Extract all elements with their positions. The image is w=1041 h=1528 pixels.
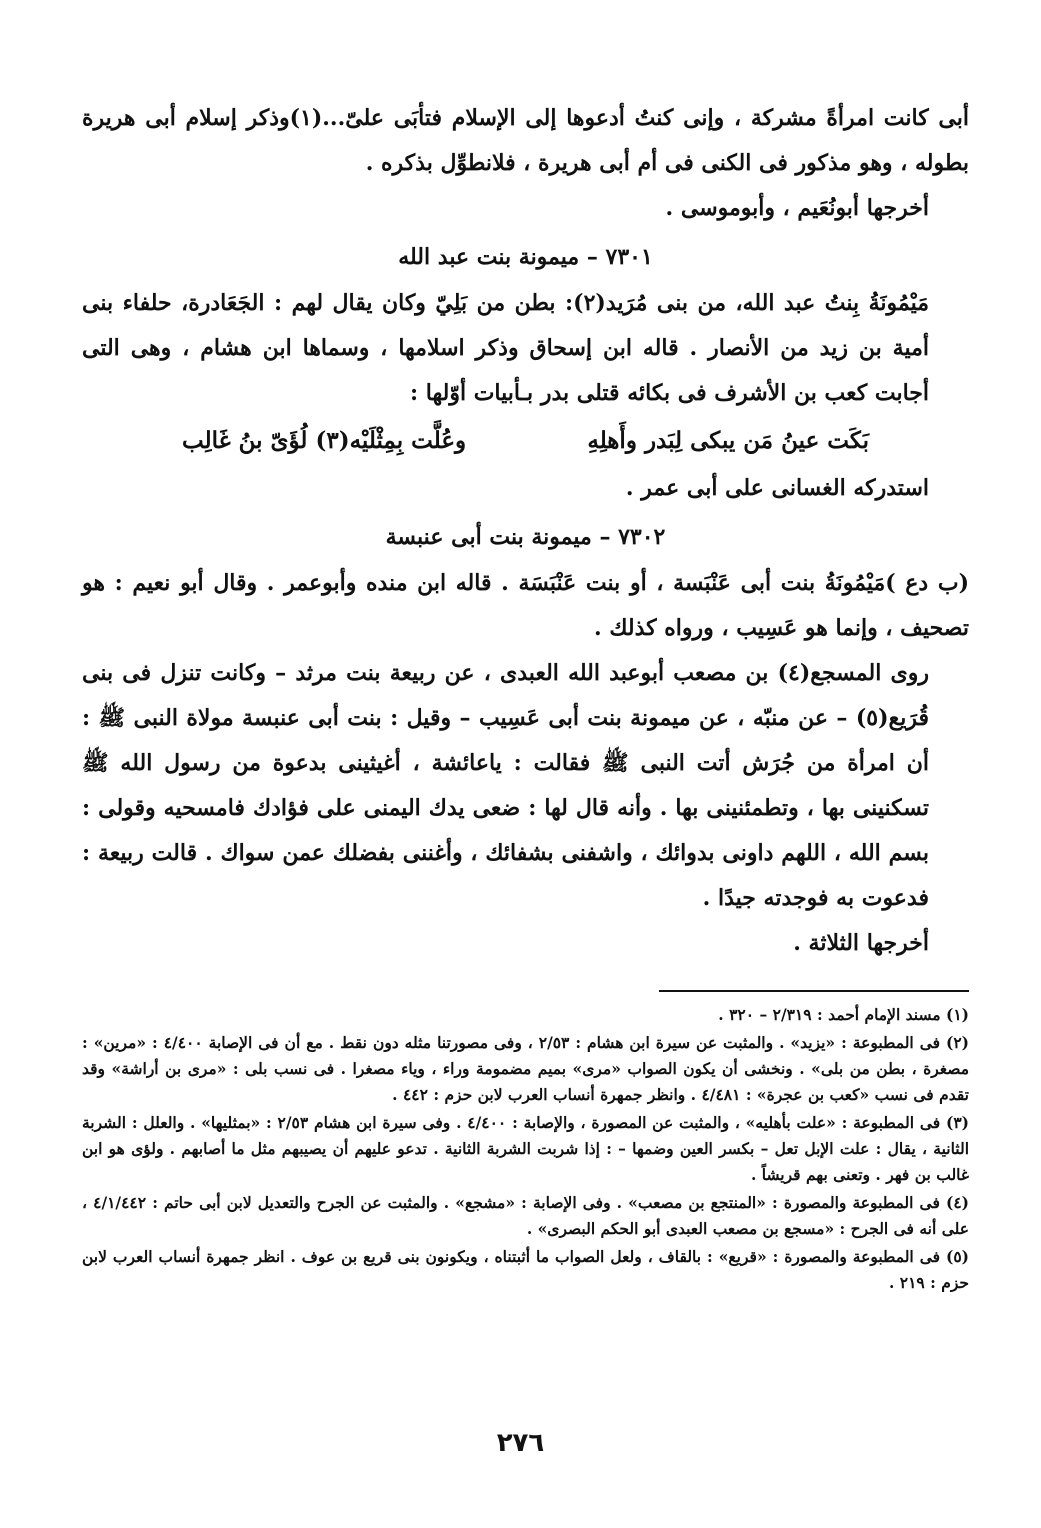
entry-7302-paragraph-2: روى المسجع(٤) بن مصعب أبوعبد الله العبدى ، عن ربيعة بنت مرثد – وكانت تنزل فى بنى قُرَيع(٥) – عن منبّه ، عن ميمونة بنت أبى عَسِيب – وقيل : بنت أبى عنبسة مولاة النبى ﷺ : أن امرأة من جُرَش أتت النبى ﷺ فقالت : ياعائشة ، أغيثينى بدعوة من رسول الله ﷺ تسكنينى بها ، وتطمئنينى بها . وأنه قال لها : ضعى يدك اليمنى على فؤادك فامسحيه وقولى : بسم الله ، اللهم داونى بدوائك ، واشفنى بشفائك ، وأغننى بفضلك عمن سواك . قالت ربيعة : فدعوت به فوجدته جيدًا . xyxy=(82,660,930,911)
entry-heading-7302: ٧٣٠٢ – ميمونة بنت أبى عنبسة xyxy=(385,524,666,550)
entry-7302-paragraph-1: (ب دع )مَيْمُونَةُ بنت أبى عَنْبَسة ، أو بنت عَنْبَسَة . قاله ابن منده وأبوعمر . وقال أبو نعيم : هو تصحيف ، وإنما هو عَسِيب ، ورواه كذلك . xyxy=(82,570,969,641)
footnote-1: (١) مسند الإمام أحمد : ٢/٣١٩ – ٣٢٠ . xyxy=(718,1005,969,1024)
verse-first-hemistich: بَكَت عينُ مَن يبكى لِبَدر وأَهلِهِ xyxy=(587,427,869,454)
continuation-paragraph: أبى كانت امرأةً مشركة ، وإنى كنتُ أدعوها إلى الإسلام فتأبَى علىّ...(١)وذكر إسلام أبى هريرة بطوله ، وهو مذكور فى الكنى فى أم أبى هريرة ، فلانطوِّل بذكره . xyxy=(82,105,969,176)
entry-7301-paragraph: مَيْمُونَةُ بِنتُ عبد الله، من بنى مُرَيد(٢): بطن من بَلِيّ وكان يقال لهم : الجَعَادرة، حلفاء بنى أمية بن زيد من الأنصار . قاله ابن إسحاق وذكر اسلامها ، وسماها ابن هشام ، وهى التى أجابت كعب بن الأشرف فى بكائه قتلى بدر بـأبيات أوّلها : xyxy=(82,290,929,406)
footnote-4: (٤) فى المطبوعة والمصورة : «المنتجع بن مصعب» . وفى الإصابة : «مشجع» . والمثبت عن الجرح والتعديل لابن أبى حاتم : ٤/١/٤٤٢ ، على أنه فى الجرح : «مسجع بن مصعب العبدى أبو الحكم البصرى» . xyxy=(82,1193,970,1238)
poetry-verse xyxy=(82,416,969,466)
footnote-divider xyxy=(659,990,969,992)
entry-7302-source: أخرجها الثلاثة . xyxy=(793,930,929,956)
footnote-2: (٢) فى المطبوعة : «يزيد» . والمثبت عن سيرة ابن هشام : ٢/٥٣ ، وفى مصورتنا مثله دون نقط . مع أن فى الإصابة ٤/٤٠٠ : «مرين» : مصغرة ، بطن من بلى» . ونخشى أن يكون الصواب «مرى» بميم مضمومة وراء ، وياء مصغرا . فى نسب بلى : «مرى بن أراشة» وقد تقدم فى نسب «كعب بن عجرة» : ٤/٤٨١ . وانظر جمهرة أنساب العرب لابن حزم : ٤٤٢ . xyxy=(82,1033,970,1104)
footnotes xyxy=(82,1002,969,1296)
page-number: ٢٧٦ xyxy=(496,1428,545,1458)
footnote-3: (٣) فى المطبوعة : «علت بأهليه» ، والمثبت عن المصورة ، والإصابة : ٤/٤٠٠ . وفى سيرة ابن هشام ٢/٥٣ : «بمثليها» . والعلل : الشربة الثانية ، يقال : علت الإبل تعل – بكسر العين وضمها – : إذا شربت الشربة الثانية . تدعو عليهم أن يصيبهم مثل ما أصابهم . ولؤى هو ابن غالب بن فهر . وتعنى بهم قريشاً . xyxy=(82,1113,969,1184)
entry-7301-source: استدركه الغسانى على أبى عمر . xyxy=(625,475,929,501)
verse-second-hemistich: وعُلَّت بِمِثْلَيْه(٣) لُؤَىّ بنُ غَالِب xyxy=(182,427,467,454)
source-paragraph: أخرجها أبونُعَيم ، وأبوموسى . xyxy=(665,195,929,221)
footnote-5: (٥) فى المطبوعة والمصورة : «قريع» : بالقاف ، ولعل الصواب ما أثبتناه ، ويكونون بنى قريع بن عوف . انظر جمهرة أنساب العرب لابن حزم : ٢١٩ . xyxy=(82,1247,969,1292)
entry-heading-7301: ٧٣٠١ – ميمونة بنت عبد الله xyxy=(398,244,653,270)
